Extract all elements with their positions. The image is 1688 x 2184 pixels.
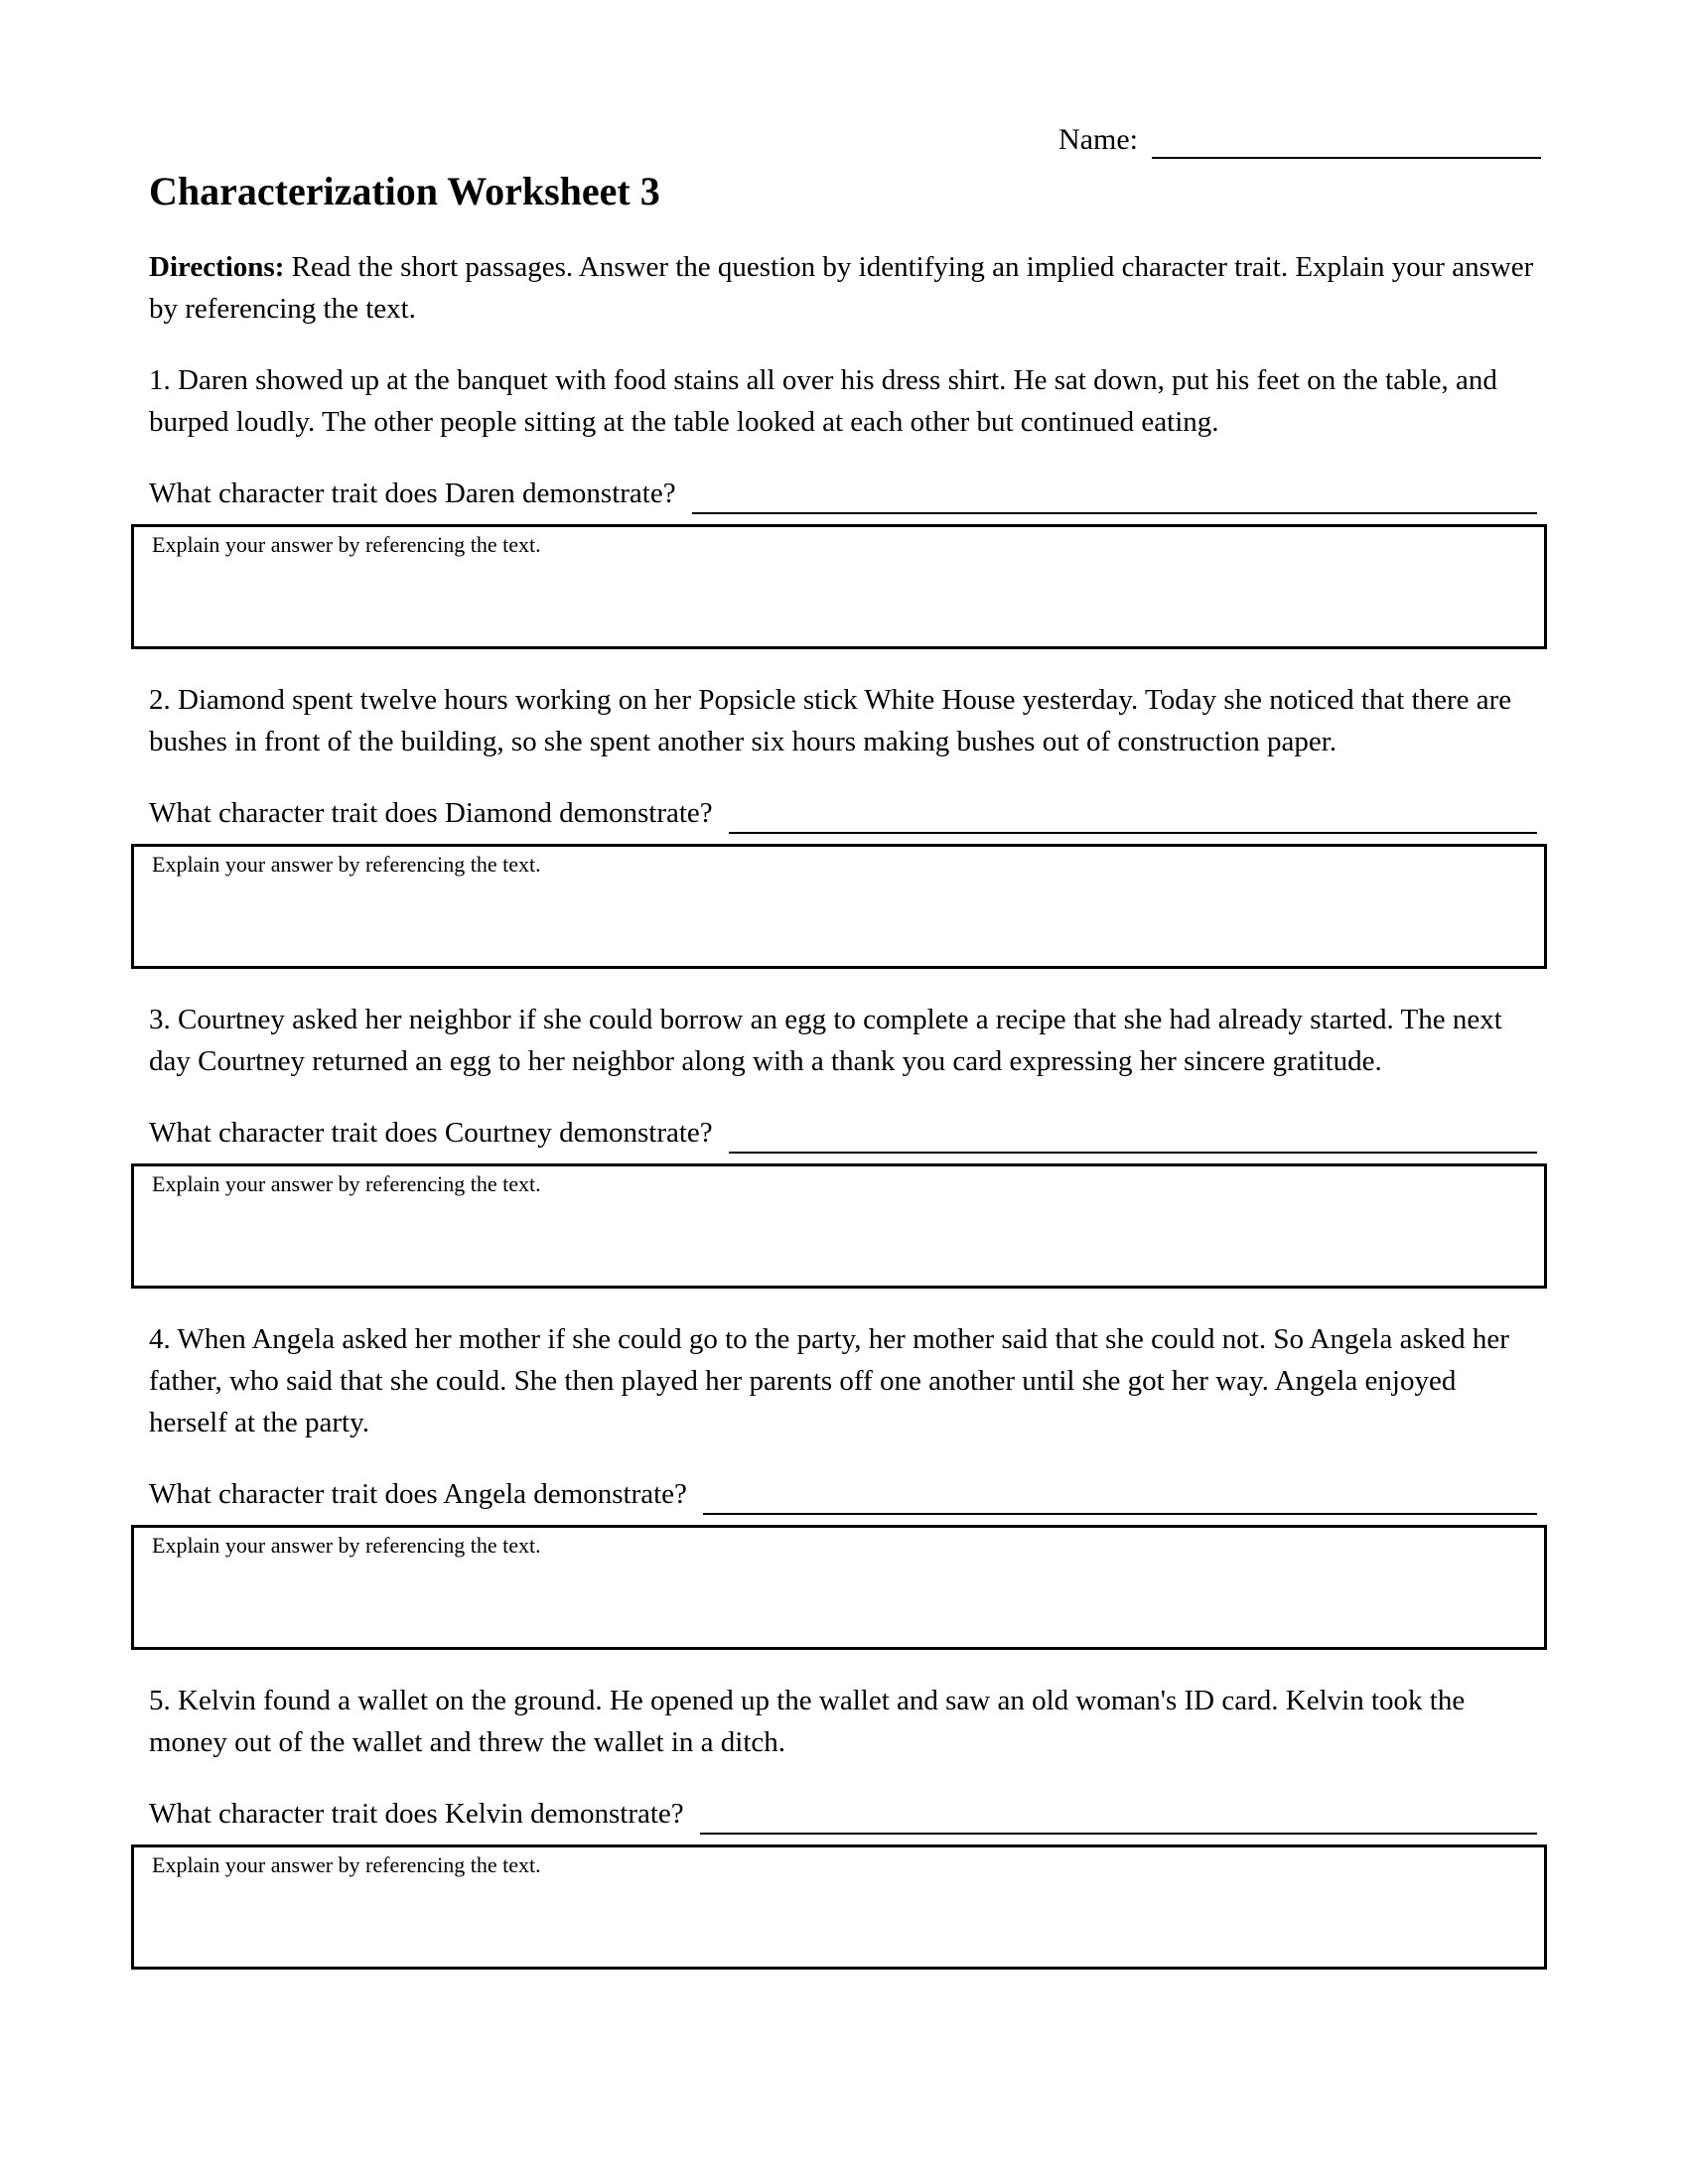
- question-text: What character trait does Daren demonstrate?: [149, 478, 676, 509]
- answer-box[interactable]: [131, 844, 1547, 969]
- passage-text: 4. When Angela asked her mother if she could go to the party, her mother said that she could not. So Angela asked her father, who said that she could. She then played her parents off one another until she got her way. Angela enjoyed herself at the party.: [149, 1323, 1509, 1438]
- directions: [149, 246, 1541, 330]
- question-row: [149, 1793, 1537, 1835]
- question-section-3: [0, 999, 1688, 1289]
- answer-box-hint: Explain your answer by referencing the text.: [152, 1171, 541, 1196]
- answer-box-hint: Explain your answer by referencing the text.: [152, 532, 541, 557]
- answer-box[interactable]: [131, 1844, 1547, 1970]
- name-label: Name:: [1058, 123, 1138, 156]
- answer-blank-line[interactable]: [703, 1477, 1537, 1515]
- directions-label: Directions:: [149, 251, 285, 283]
- question-row: [149, 1473, 1537, 1515]
- question-text: What character trait does Angela demonstrate?: [149, 1478, 687, 1510]
- answer-blank-line[interactable]: [729, 1116, 1537, 1154]
- answer-blank-line[interactable]: [692, 477, 1537, 514]
- directions-text: Read the short passages. Answer the question by identifying an implied character trait. Explain your answer by referencing the text.: [149, 251, 1534, 325]
- question-section-4: [0, 1318, 1688, 1650]
- question-text: What character trait does Diamond demonstrate?: [149, 797, 713, 829]
- passage-text: 1. Daren showed up at the banquet with food stains all over his dress shirt. He sat down, put his feet on the table, and burped loudly. The other people sitting at the table looked at each other but continued eating.: [149, 364, 1497, 438]
- name-blank-line[interactable]: [1152, 123, 1541, 159]
- answer-box[interactable]: [131, 1163, 1547, 1289]
- answer-box-hint: Explain your answer by referencing the text.: [152, 1533, 541, 1558]
- passage-text: 2. Diamond spent twelve hours working on her Popsicle stick White House yesterday. Today she noticed that there are bushes in front of the building, so she spent another six hours making bushes out of construction paper.: [149, 684, 1512, 757]
- question-section-2: [0, 679, 1688, 969]
- answer-box-hint: Explain your answer by referencing the text.: [152, 852, 541, 877]
- answer-box-hint: Explain your answer by referencing the text.: [152, 1852, 541, 1877]
- question-row: [149, 473, 1537, 514]
- question-section-5: [0, 1680, 1688, 1970]
- question-text: What character trait does Kelvin demonstrate?: [149, 1798, 684, 1830]
- answer-blank-line[interactable]: [700, 1797, 1537, 1835]
- question-section-1: [0, 359, 1688, 649]
- question-text: What character trait does Courtney demonstrate?: [149, 1117, 713, 1149]
- passage-text: 3. Courtney asked her neighbor if she could borrow an egg to complete a recipe that she had already started. The next day Courtney returned an egg to her neighbor along with a thank you card expressing her sincere gratitude.: [149, 1004, 1502, 1077]
- question-row: [149, 792, 1537, 834]
- answer-box[interactable]: [131, 1525, 1547, 1650]
- answer-box[interactable]: [131, 524, 1547, 649]
- passage-text: 5. Kelvin found a wallet on the ground. He opened up the wallet and saw an old woman's ID card. Kelvin took the money out of the wallet and threw the wallet in a ditch.: [149, 1685, 1466, 1758]
- page-title: Characterization Worksheet 3: [149, 169, 660, 213]
- question-row: [149, 1112, 1537, 1154]
- answer-blank-line[interactable]: [729, 796, 1537, 834]
- name-row: [0, 0, 1688, 159]
